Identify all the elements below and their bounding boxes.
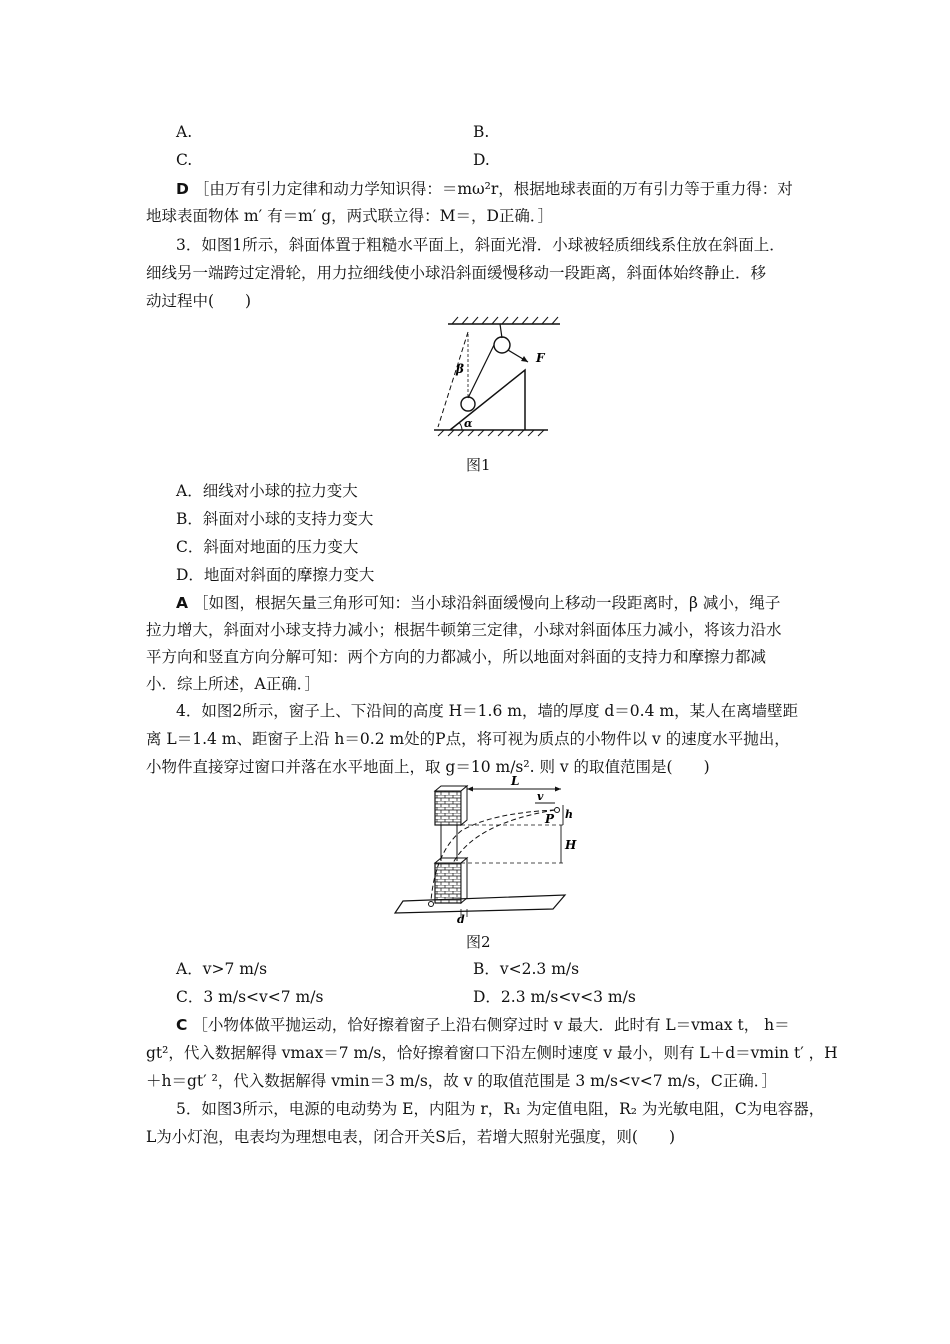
option-a: A．细线对小球的拉力变大 [176, 482, 358, 500]
question-stem: 动过程中( ) [146, 292, 252, 310]
explanation-line: 小．综上所述，A正确．］ [146, 675, 320, 693]
P-label: P [545, 812, 555, 826]
option-a: A. [176, 123, 193, 141]
alpha-label: α [464, 417, 473, 430]
answer-explanation [176, 178, 793, 200]
figure-1-caption: 图1 [466, 456, 491, 474]
question-stem: L为小灯泡，电表均为理想电表，闭合开关S后，若增大照射光强度，则( ) [146, 1128, 676, 1146]
question-stem: 细线另一端跨过定滑轮，用力拉细线使小球沿斜面缓慢移动一段距离，斜面体始终静止．移 [146, 264, 767, 282]
figure-1-incline-pulley [420, 312, 580, 442]
H-label: H [565, 838, 577, 852]
explanation-line: ［由万有引力定律和动力学知识得：＝mω²r，根据地球表面的万有引力等于重力得：对 [193, 180, 793, 198]
option-b: B．斜面对小球的支持力变大 [176, 510, 374, 528]
explanation-line: ［小物体做平抛运动，恰好擦着窗子上沿右侧穿过时 v 最大．此时有 L＝vmax t， h＝ [192, 1016, 790, 1034]
L-label: L [511, 774, 520, 788]
answer-explanation [176, 592, 780, 614]
option-d: D. [473, 151, 490, 169]
option-b: B．v<2.3 m/s [473, 960, 580, 978]
explanation-line: gt²，代入数据解得 vmax＝7 m/s，恰好擦着窗口下沿左侧时速度 v 最小，则有 L＋d＝vmin t′ ，H [146, 1044, 838, 1062]
question-stem: 离 L＝1.4 m、距窗子上沿 h＝0.2 m处的P点，将可视为质点的小物件以 v 的速度水平抛出， [146, 730, 790, 748]
option-c: C．3 m/s<v<7 m/s [176, 988, 324, 1006]
question-stem: 4．如图2所示，窗子上、下沿间的高度 H＝1.6 m，墙的厚度 d＝0.4 m，某人在离墙壁距 [176, 702, 799, 720]
answer-letter: A [176, 594, 188, 612]
explanation-line: ［如图，根据矢量三角形可知：当小球沿斜面缓慢向上移动一段距离时，β 减小，绳子 [192, 594, 781, 612]
option-a: A．v>7 m/s [176, 960, 268, 978]
h-label: h [565, 808, 573, 821]
figure-2-caption: 图2 [466, 933, 491, 951]
v-label: v [537, 790, 544, 803]
answer-letter: D [176, 180, 189, 198]
explanation-line: 拉力增大，斜面对小球支持力减小；根据牛顿第三定律，小球对斜面体压力减小，将该力沿水 [146, 621, 782, 639]
question-stem: 小物件直接穿过窗口并落在水平地面上，取 g＝10 m/s². 则 v 的取值范围是( ) [146, 758, 710, 776]
option-c: C．斜面对地面的压力变大 [176, 538, 359, 556]
answer-explanation [176, 1014, 790, 1036]
explanation-line: 地球表面物体 m′ 有＝m′ g，两式联立得：M＝，D正确．］ [146, 207, 554, 225]
question-stem: 3．如图1所示，斜面体置于粗糙水平面上，斜面光滑．小球被轻质细线系住放在斜面上． [176, 236, 785, 254]
beta-label: β [456, 362, 464, 376]
figure-2-window-projectile [395, 774, 577, 926]
option-d: D．地面对斜面的摩擦力变大 [176, 566, 375, 584]
option-c: C. [176, 151, 193, 169]
answer-letter: C [176, 1016, 188, 1034]
force-label: F [536, 351, 545, 365]
option-b: B. [473, 123, 490, 141]
question-stem: 5．如图3所示，电源的电动势为 E，内阻为 r，R₁ 为定值电阻，R₂ 为光敏电阻，C为电容器， [176, 1100, 825, 1118]
explanation-line: 平方向和竖直方向分解可知：两个方向的力都减小，所以地面对斜面的支持力和摩擦力都减 [146, 648, 767, 666]
d-label: d [457, 913, 465, 926]
explanation-line: ＋h＝gt′ ²，代入数据解得 vmin＝3 m/s，故 v 的取值范围是 3 m/s<v<7 m/s，C正确．］ [146, 1072, 777, 1090]
option-d: D．2.3 m/s<v<3 m/s [473, 988, 636, 1006]
